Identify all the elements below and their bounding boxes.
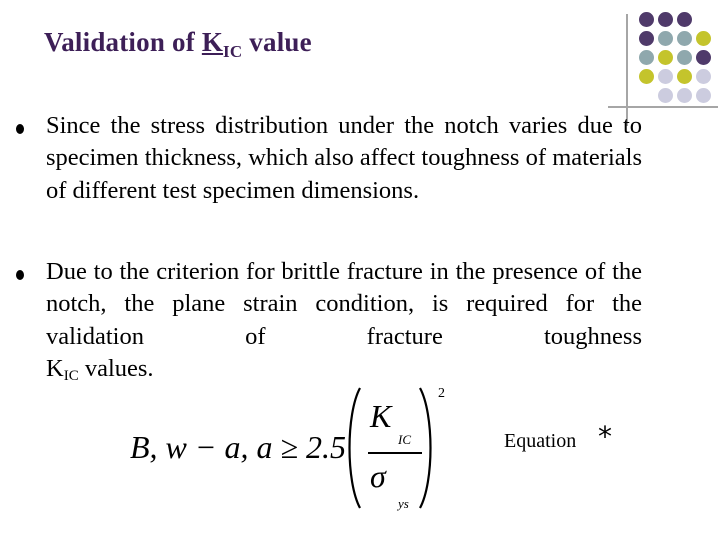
denominator-subscript: ys xyxy=(398,496,409,511)
decoration-dot xyxy=(658,88,673,103)
fraction-denominator: σ xyxy=(370,458,386,494)
title-suffix: value xyxy=(242,27,312,57)
right-parenthesis xyxy=(414,384,442,512)
decoration-dot xyxy=(677,31,692,46)
decoration-dot xyxy=(658,69,673,84)
equation-lhs: B, w − a, a ≥ 2.5 xyxy=(130,429,347,465)
decoration-dot xyxy=(696,50,711,65)
kic-values-line: $K_{IC}$ values. xyxy=(46,354,154,384)
decoration-dot xyxy=(696,31,711,46)
asterisk-mark: * xyxy=(598,420,612,453)
numerator-subscript: IC xyxy=(398,432,411,447)
title-prefix: Validation of xyxy=(44,27,202,57)
decoration-dot xyxy=(677,69,692,84)
decoration-dot xyxy=(658,31,673,46)
equation-exponent: 2 xyxy=(438,386,445,401)
title-ic-subscript: IC xyxy=(223,42,243,61)
equation-label: Equation xyxy=(504,430,577,452)
left-parenthesis xyxy=(338,384,366,512)
fraction-numerator: K xyxy=(370,398,392,434)
decoration-dot xyxy=(658,12,673,27)
decoration-dot xyxy=(696,88,711,103)
bullet-item: Since the stress distribution under the notch varies due to specimen thickness, which also affect toughness of materials of different test specimen dimensions. xyxy=(46,112,642,204)
decoration-dot xyxy=(639,12,654,27)
decoration-dot xyxy=(639,31,654,46)
bullet-marker xyxy=(16,270,24,280)
decoration-dot xyxy=(639,50,654,65)
bullet-item-text: Due to the criterion for brittle fracture in the presence of the notch, the plane strain condition, is required for the validation of fracture toughness xyxy=(46,258,642,350)
slide-title xyxy=(44,27,312,62)
decoration-dot xyxy=(677,50,692,65)
title-k-symbol: $K_{IC}$ xyxy=(201,27,243,61)
bullet-marker xyxy=(16,124,24,134)
thickness-equation xyxy=(130,384,460,524)
kic-subscript: IC xyxy=(63,367,79,384)
decoration-dot xyxy=(658,50,673,65)
decoration-dot xyxy=(639,69,654,84)
decoration-dot xyxy=(696,69,711,84)
decoration-dot xyxy=(677,88,692,103)
decoration-horizontal-rule xyxy=(608,106,718,108)
decoration-dot xyxy=(677,12,692,27)
bullet-item xyxy=(46,256,642,392)
